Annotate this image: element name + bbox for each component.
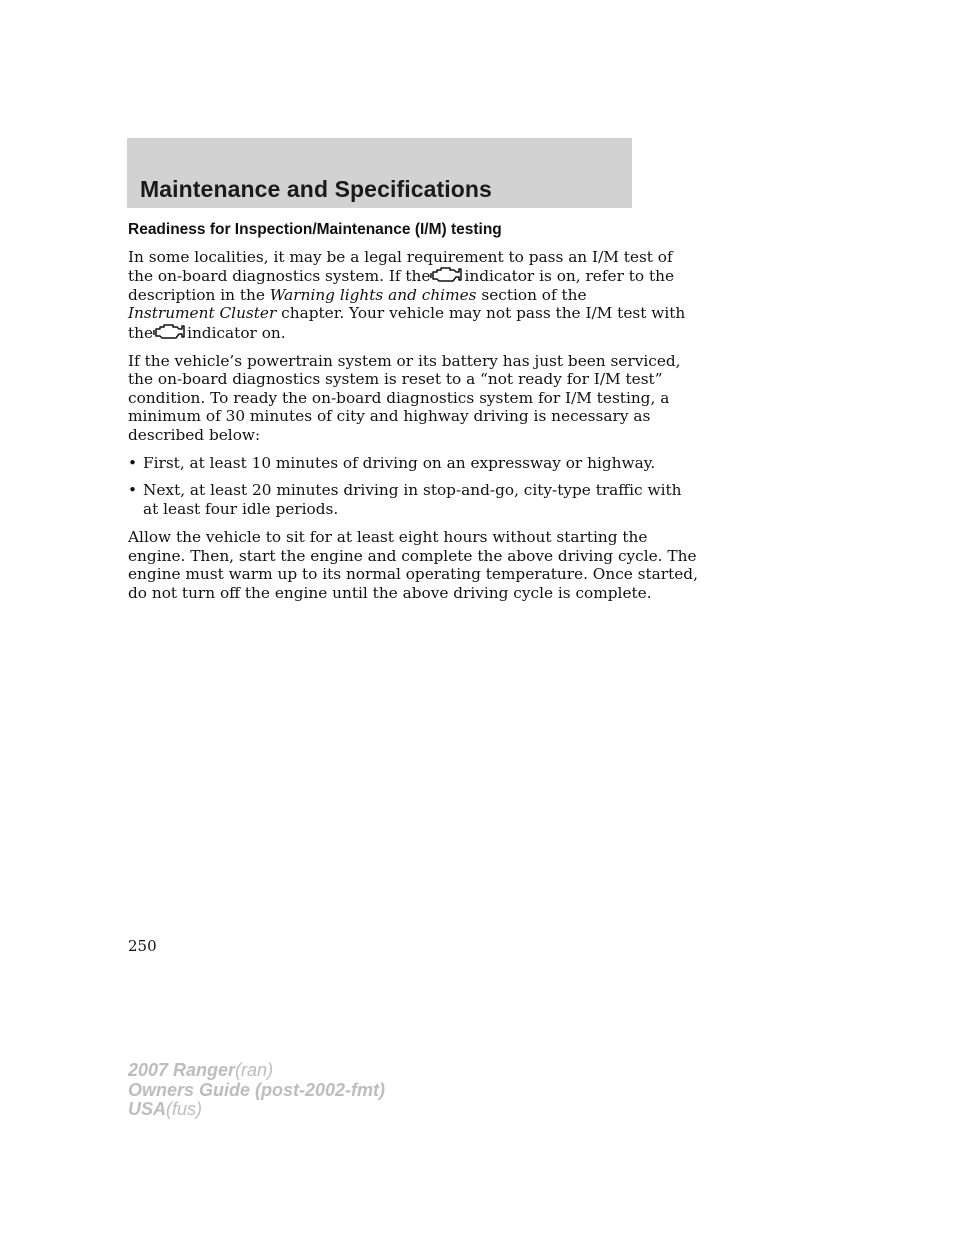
footer-line2 <box>128 1081 385 1101</box>
para1-line5-after: indicator on. <box>187 323 286 342</box>
section-heading: Readiness for Inspection/Maintenance (I/M) testing <box>128 221 502 238</box>
para1-line3-after: section of the <box>481 285 587 304</box>
footer-market: USA <box>128 1099 167 1119</box>
para2-line: minimum of 30 minutes of city and highway driving is necessary as <box>128 407 651 426</box>
footer-model: 2007 Ranger <box>128 1060 236 1080</box>
paragraph-intro <box>128 248 686 342</box>
para3-line: engine. Then, start the engine and complete the above driving cycle. The <box>128 546 697 565</box>
para1-line4 <box>128 304 686 323</box>
para1-line2 <box>128 266 675 286</box>
document-footer <box>128 1061 385 1120</box>
para1-line1: In some localities, it may be a legal requirement to pass an I/M test of <box>128 248 673 266</box>
para3-line: Allow the vehicle to sit for at least eight hours without starting the <box>128 528 648 547</box>
paragraph-reset <box>128 352 681 444</box>
para2-line: condition. To ready the on-board diagnostics system for I/M testing, a <box>128 388 670 407</box>
warning-lights-reference: Warning lights and chimes <box>269 285 477 304</box>
header-bar <box>127 138 632 208</box>
list-item <box>128 454 656 473</box>
para1-line4-after: chapter. Your vehicle may not pass the I/M test with <box>281 304 686 323</box>
driving-requirements-list <box>128 454 682 518</box>
para3-line: engine must warm up to its normal operating temperature. Once started, <box>128 565 698 584</box>
para2-line: If the vehicle’s powertrain system or its battery has just been serviced, <box>128 352 681 371</box>
page-number: 250 <box>128 937 157 955</box>
list-item-text: at least four idle periods. <box>143 499 339 518</box>
para1-line3-before: description in the <box>128 285 265 304</box>
list-item-text: First, at least 10 minutes of driving on an expressway or highway. <box>143 454 656 473</box>
para1-line5-before: the <box>128 323 154 342</box>
footer-guide: Owners Guide (post-2002-fmt) <box>128 1079 386 1100</box>
para2-line: the on-board diagnostics system is reset to a “not ready for I/M test” <box>128 370 663 389</box>
para1-line5 <box>128 323 638 342</box>
paragraph-driving-cycle <box>128 528 698 602</box>
list-item <box>128 481 682 518</box>
footer-line1 <box>128 1061 385 1081</box>
para1-line2-after: indicator is on, refer to the <box>464 267 675 286</box>
footer-model-code: (ran) <box>235 1060 274 1080</box>
para1-line2-before: the on-board diagnostics system. If the <box>128 267 431 286</box>
page-title: Maintenance and Specifications <box>140 176 492 202</box>
bullet-glyph: • <box>128 454 138 473</box>
para3-line: do not turn off the engine until the above driving cycle is complete. <box>128 583 652 602</box>
para2-line: described below: <box>128 425 261 444</box>
footer-market-code: (fus) <box>166 1099 203 1119</box>
bullet-glyph: • <box>128 481 138 500</box>
list-item-text: Next, at least 20 minutes driving in stop-and-go, city-type traffic with <box>143 481 682 500</box>
footer-line3 <box>128 1100 385 1120</box>
check-engine-icon <box>153 323 187 341</box>
para1-line3 <box>128 286 638 304</box>
instrument-cluster-reference: Instrument Cluster <box>128 304 277 323</box>
check-engine-icon <box>430 266 464 284</box>
main-content <box>128 221 698 612</box>
